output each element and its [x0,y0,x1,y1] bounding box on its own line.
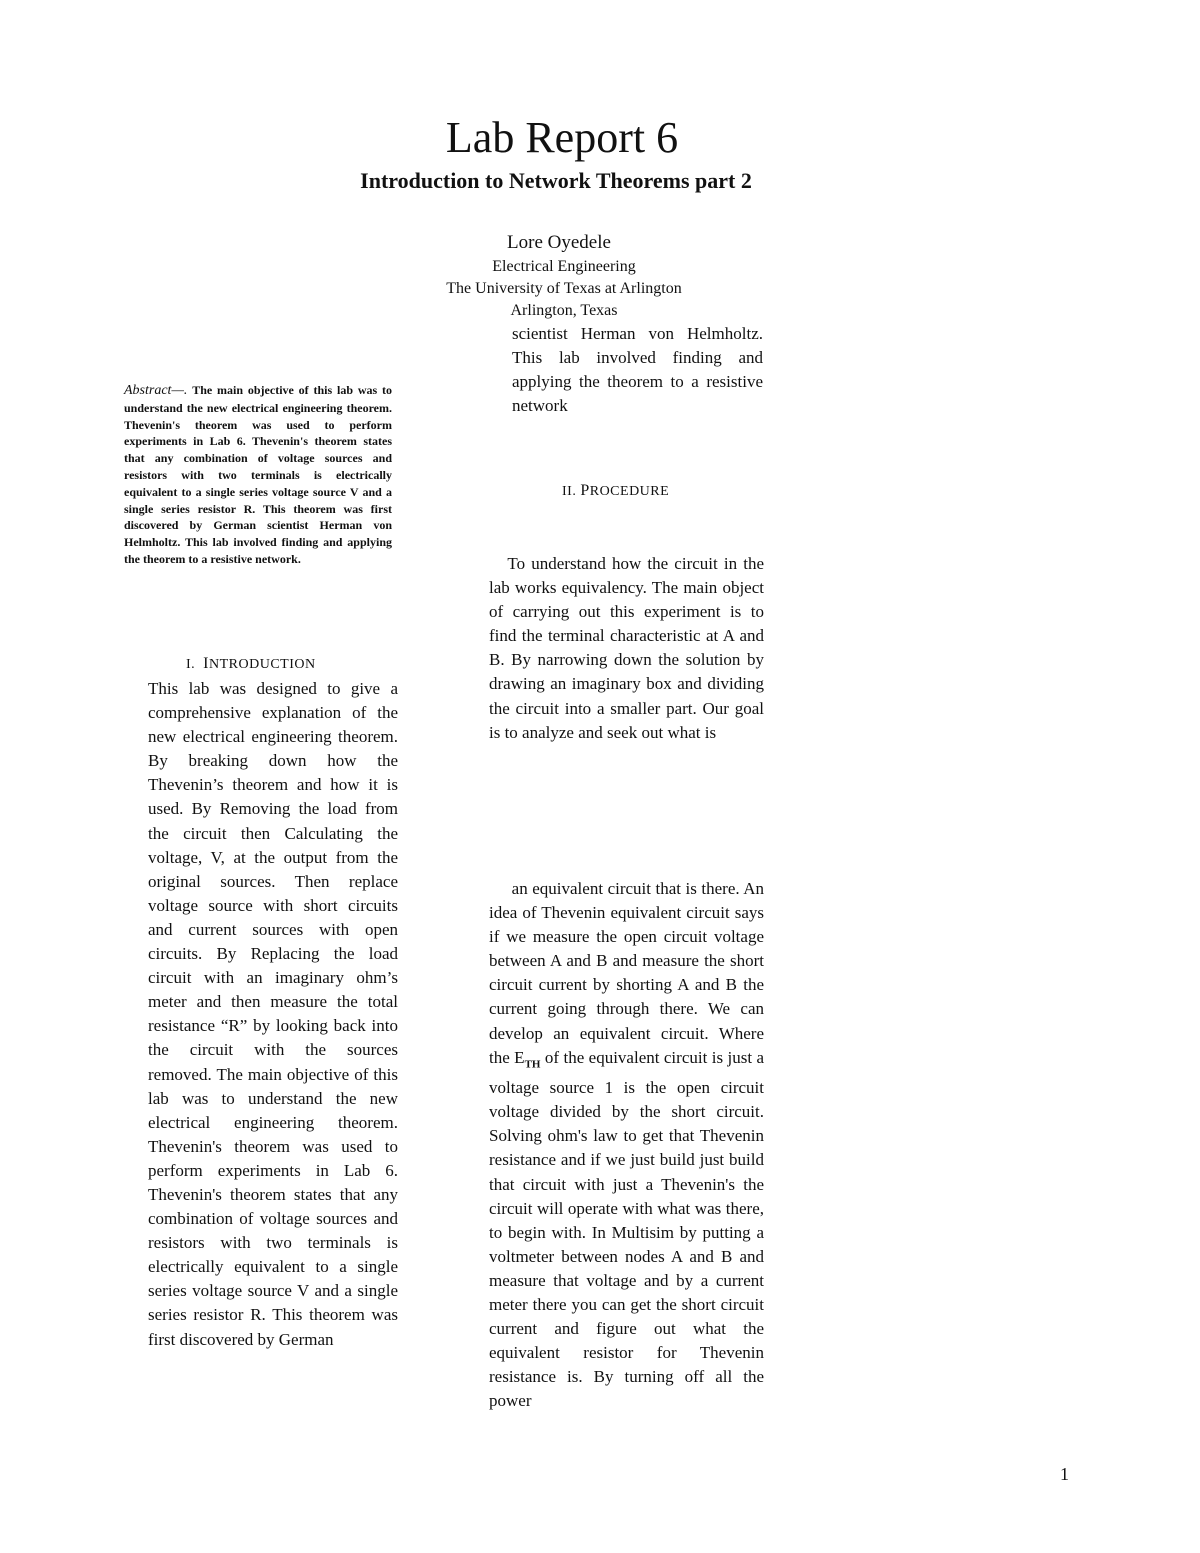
section-title-rest: NTRODUCTION [209,657,316,672]
procedure-continued-part-a: an equivalent circuit that is there. An idea of Thevenin equivalent circuit says if we measure the open circuit voltage between A and B and measure the short circuit current by shorting A and B the current going through there. We can develop an equivalent circuit. Where the E [489,879,765,1067]
page-number: 1 [1060,1464,1069,1484]
section-title-initial: P [580,482,590,499]
abstract-body: The main objective of this lab was to understand the new electrical engineering theorem. Thevenin's theorem was used to perform experiments in Lab 6. Thevenin's theorem states that any combination of voltage sources and resistors with two terminals is electrically equivalent to a single series voltage source V and a single series resistor R. This theorem was first discovered by German scientist Herman von Helmholtz. This lab involved finding and applying the theorem to a resistive network. [124,383,392,566]
procedure-text [489,552,764,745]
procedure-text-content: To understand how the circuit in the lab works equivalency. The main object of carrying out this experiment is to find the terminal characteristic at A and B. By narrowing down the solution by drawing an imaginary box and dividing the circuit into a smaller part. Our goal is to analyze and seek out what is [489,554,765,742]
author-name: Lore Oyedele [507,232,611,253]
report-title: Lab Report 6 [445,113,679,162]
procedure-continued-part-b: of the equivalent circuit is just a voltage source 1 is the open circuit voltage divided by the short circuit. Solving ohm's law to get that Thevenin resistance and if we just build just build that circuit with just a Thevenin's the circuit will operate with what was there, to begin with. In Multisim by putting a voltmeter between nodes A and B and measure that voltage and by a current meter there you can get the short circuit current and figure out what the equivalent resistor for Thevenin resistance is. By turning off all the power [489,1047,764,1411]
eth-subscript: TH [524,1058,541,1071]
section-heading-procedure [562,481,669,502]
introduction-text: This lab was designed to give a comprehensive explanation of the new electrical engineering theorem. By breaking down how the Thevenin’s theorem and how it is used. By Removing the load from the circuit then Calculating the voltage, V, at the output from the original sources. Then replace voltage source with short circuits and current sources with open circuits. By Replacing the load circuit with an imaginary ohm’s meter and then measure the total resistance “R” by looking back into the circuit with the sources removed. The main objective of this lab was to understand the new electrical engineering theorem. Thevenin's theorem was used to perform experiments in Lab 6. Thevenin's theorem states that any combination of voltage sources and resistors with two terminals is electrically equivalent to a single series voltage source V and a single series resistor R. This theorem was first discovered by German [148,679,398,1349]
author-location: Arlington, Texas [510,302,618,319]
section-number: II. [562,484,577,499]
section-number: I. [186,657,196,672]
author-university: The University of Texas at Arlington [446,280,682,297]
procedure-continued-text [489,877,764,1413]
abstract [124,382,392,568]
author-department: Electrical Engineering [492,258,636,275]
introduction-continued-text: scientist Herman von Helmholtz. This lab involved finding and applying the theorem to a resistive network [512,324,763,416]
abstract-lead: Abstract—. [124,383,188,398]
section-heading-introduction [186,654,316,675]
section-title-rest: ROCEDURE [589,484,670,499]
report-subtitle: Introduction to Network Theorems part 2 [360,168,752,193]
section-title-initial: I [203,655,209,672]
